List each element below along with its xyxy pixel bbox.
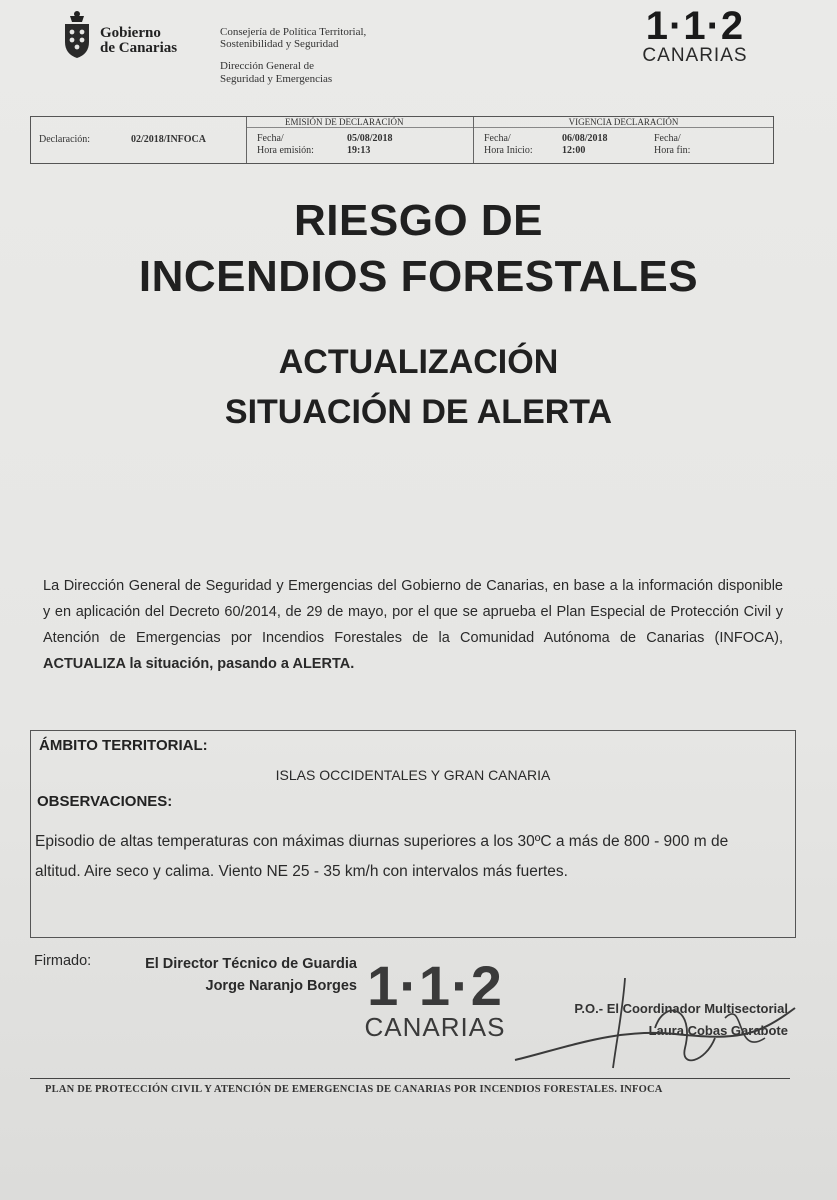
- emision-fecha-label: Fecha/: [257, 133, 284, 144]
- declaration-table: [30, 116, 774, 164]
- main-title: [0, 193, 837, 305]
- gov-line2: de Canarias: [100, 40, 178, 56]
- coat-of-arms-icon: [60, 10, 94, 60]
- footer-text: PLAN DE PROTECCIÓN CIVIL Y ATENCIÓN DE EMERGENCIAS DE CANARIAS POR INCENDIOS FORESTALES. INFOCA: [45, 1084, 663, 1095]
- vigencia-fecha: 06/08/2018: [562, 133, 608, 144]
- direccion-general: [220, 60, 332, 86]
- declaration-cell: [31, 117, 247, 163]
- vigencia-cell: [474, 117, 773, 163]
- vigencia-fecha-label: Fecha/: [484, 133, 511, 144]
- subtitle: [0, 337, 837, 437]
- title-line1: RIESGO DE: [294, 196, 543, 245]
- handwritten-signature: [505, 968, 805, 1078]
- consejeria-line2: Sostenibilidad y Seguridad: [220, 38, 339, 50]
- logo-number: 1·1·2: [645, 4, 745, 48]
- director-block: [145, 953, 357, 997]
- consejeria: [220, 26, 366, 50]
- footer-divider: [30, 1078, 790, 1079]
- fin-hora-label: Hora fin:: [654, 145, 691, 156]
- direccion-line1: Dirección General de: [220, 60, 315, 72]
- observaciones-label: OBSERVACIONES:: [37, 793, 173, 810]
- logo-112-canarias: [630, 6, 760, 66]
- observaciones-text: Episodio de altas temperaturas con máximas diurnas superiores a los 30ºC a más de 800 - 900 m de altitud. Aire seco y calima. Viento NE 25 - 35 km/h con intervalos más fuertes.: [35, 833, 729, 880]
- declaration-label: Declaración:: [39, 134, 91, 145]
- stamp-number: 1·1·2: [367, 954, 503, 1017]
- subtitle-line1: ACTUALIZACIÓN: [278, 343, 559, 381]
- vigencia-hora: 12:00: [562, 145, 586, 156]
- ambito-box: [30, 730, 796, 938]
- declaration-code: 02/2018/INFOCA: [131, 134, 206, 145]
- director-title: El Director Técnico de Guardia: [145, 956, 357, 972]
- coordinator-title: P.O.- El Coordinador Multisectorial: [574, 1001, 788, 1016]
- firmado-label: Firmado:: [34, 953, 92, 969]
- subtitle-line2: SITUACIÓN DE ALERTA: [224, 393, 613, 431]
- ambito-value: ISLAS OCCIDENTALES Y GRAN CANARIA: [275, 767, 551, 783]
- emision-cell: [247, 117, 474, 163]
- government-name: [100, 26, 177, 56]
- coordinator-name: Laura Cobas Garabote: [648, 1023, 788, 1038]
- director-name: Jorge Naranjo Borges: [205, 978, 357, 994]
- body-text: La Dirección General de Seguridad y Emergencias del Gobierno de Canarias, en base a la información disponible y en aplicación del Decreto 60/2014, de 29 de mayo, por el que se aprueba el Plan Especial de Protección Civil y Atención de Emergencias por Incendios Forestales de la Comunidad Autónoma de Canarias (INFOCA),: [43, 578, 783, 646]
- fin-fecha-label: Fecha/: [654, 133, 681, 144]
- body-paragraph: [43, 573, 783, 677]
- gov-line1: Gobierno: [100, 25, 161, 41]
- vigencia-hora-label: Hora Inicio:: [484, 145, 533, 156]
- logo-text: CANARIAS: [642, 45, 748, 66]
- vigencia-header: VIGENCIA DECLARACIÓN: [474, 117, 773, 128]
- stamp-text: CANARIAS: [364, 1012, 506, 1042]
- emision-header: EMISIÓN DE DECLARACIÓN: [247, 117, 473, 128]
- emision-hora-label: Hora emisión:: [257, 145, 314, 156]
- body-action-text: ACTUALIZA la situación, pasando a ALERTA.: [43, 656, 355, 672]
- emision-hora: 19:13: [347, 145, 371, 156]
- stamp-112: [350, 954, 520, 1042]
- emision-fecha: 05/08/2018: [347, 133, 393, 144]
- title-line2: INCENDIOS FORESTALES: [138, 252, 699, 301]
- consejeria-line1: Consejería de Política Territorial,: [220, 26, 367, 38]
- direccion-line2: Seguridad y Emergencias: [220, 73, 333, 85]
- ambito-label: ÁMBITO TERRITORIAL:: [39, 737, 208, 754]
